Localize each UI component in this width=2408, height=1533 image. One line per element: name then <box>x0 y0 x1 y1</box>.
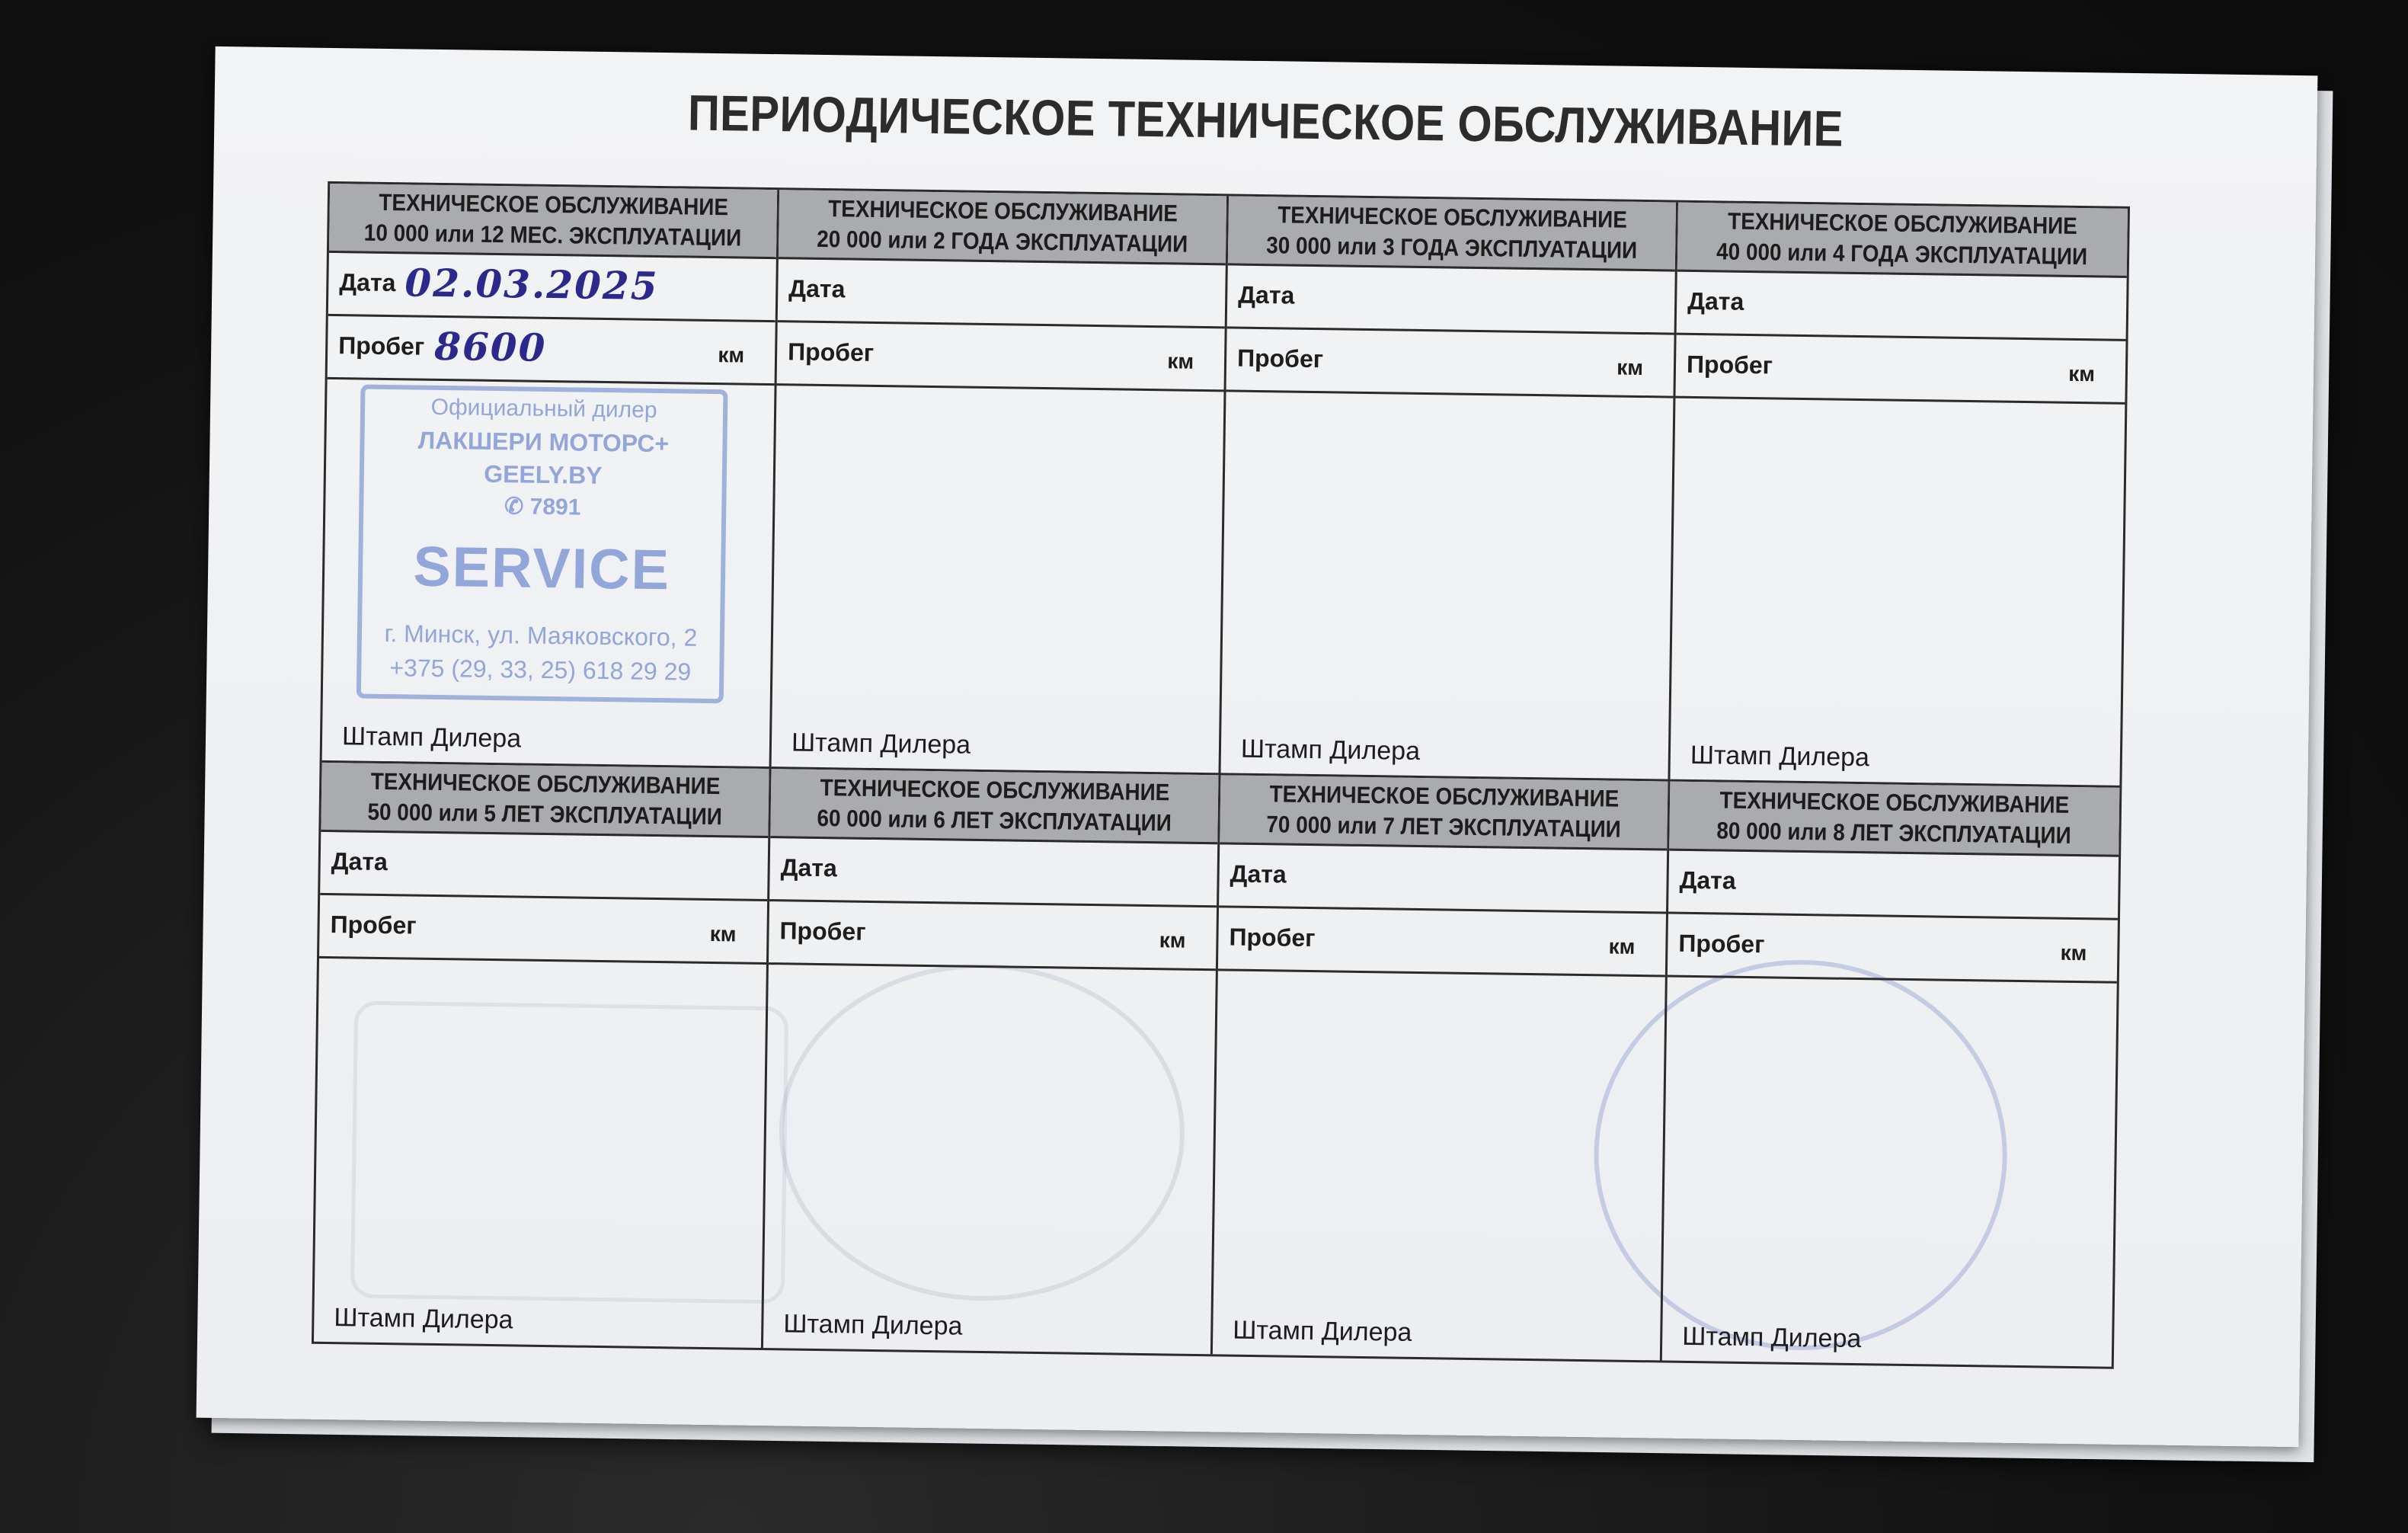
mileage-unit: км <box>1167 349 1194 373</box>
cell-header <box>1220 775 1668 850</box>
stamp-area <box>322 379 775 766</box>
stamp-label: Штамп Дилера <box>1233 1315 1412 1347</box>
stamp-label: Штамп Дилера <box>1240 734 1421 766</box>
mileage-row <box>1668 914 2118 984</box>
stamp-line: Официальный дилер <box>430 394 657 423</box>
cell-header-line2: 40 000 или 4 ГОДА ЭКСПЛУАТАЦИИ <box>1716 238 2088 270</box>
mileage-row <box>319 895 767 965</box>
stamp-label: Штамп Дилера <box>334 1303 513 1335</box>
cell-header <box>1228 196 1676 271</box>
stamp-label: Штамп Дилера <box>783 1309 963 1341</box>
cell-header-line1: ТЕХНИЧЕСКОЕ ОБСЛУЖИВАНИЕ <box>1277 201 1627 233</box>
mileage-unit: км <box>2060 940 2087 965</box>
mileage-label: Пробег <box>337 331 425 360</box>
maintenance-cell <box>1670 203 2128 788</box>
mileage-label: Пробег <box>1686 350 1773 379</box>
cell-header-line2: 50 000 или 5 ЛЕТ ЭКСПЛУАТАЦИИ <box>367 798 723 831</box>
stamp-line: GEELY.BY <box>483 459 603 489</box>
date-row <box>1227 265 1675 334</box>
cell-header <box>1677 203 2128 278</box>
cell-header-line2: 60 000 или 6 ЛЕТ ЭКСПЛУАТАЦИИ <box>817 804 1172 837</box>
date-label: Дата <box>331 847 389 876</box>
stamp-code: 7891 <box>529 494 581 520</box>
cell-header-line2: 20 000 или 2 ГОДА ЭКСПЛУАТАЦИИ <box>817 225 1188 258</box>
date-label: Дата <box>1238 280 1295 309</box>
stamp-area <box>772 386 1224 773</box>
maintenance-cell <box>763 769 1221 1354</box>
mileage-row <box>328 316 775 386</box>
cell-header-line1: ТЕХНИЧЕСКОЕ ОБСЛУЖИВАНИЕ <box>1728 207 2078 239</box>
date-label: Дата <box>780 853 838 882</box>
cell-header <box>329 184 777 259</box>
maintenance-cell <box>772 190 1230 775</box>
date-label: Дата <box>788 274 846 303</box>
dealer-stamp <box>357 385 728 704</box>
mileage-unit: км <box>718 343 745 367</box>
date-row <box>1668 851 2119 920</box>
stamp-label: Штамп Дилера <box>791 728 971 760</box>
stamp-label: Штамп Дилера <box>1681 1321 1862 1354</box>
stamp-area <box>1221 392 1674 779</box>
mileage-label: Пробег <box>1678 929 1765 959</box>
maintenance-cell <box>1220 196 1678 781</box>
mileage-label: Пробег <box>1236 344 1324 373</box>
cell-header <box>770 769 1218 844</box>
cell-header-line1: ТЕХНИЧЕСКОЕ ОБСЛУЖИВАНИЕ <box>1269 780 1620 812</box>
mileage-row <box>1226 328 1674 398</box>
mileage-unit: км <box>1608 934 1636 959</box>
maintenance-grid <box>312 181 2130 1369</box>
date-row <box>320 832 768 901</box>
cell-header-line1: ТЕХНИЧЕСКОЕ ОБСЛУЖИВАНИЕ <box>378 188 728 221</box>
cell-header-line2: 30 000 или 3 ГОДА ЭКСПЛУАТАЦИИ <box>1265 232 1638 264</box>
date-label: Дата <box>1679 866 1736 895</box>
mileage-row <box>769 901 1217 971</box>
cell-header-line1: ТЕХНИЧЕСКОЕ ОБСЛУЖИВАНИЕ <box>370 767 721 800</box>
stamp-area <box>1662 978 2117 1367</box>
stamp-line: +375 (29, 33, 25) 618 29 29 <box>389 654 692 686</box>
mileage-label: Пробег <box>1229 923 1316 952</box>
stamp-label: Штамп Дилера <box>341 722 522 754</box>
cell-header-line2: 80 000 или 8 ЛЕТ ЭКСПЛУАТАЦИИ <box>1716 817 2072 849</box>
date-row <box>1219 844 1667 914</box>
stamp-line: SERVICE <box>412 534 671 602</box>
mileage-unit: км <box>709 921 737 946</box>
stamp-label: Штамп Дилера <box>1690 740 1870 773</box>
cell-header <box>779 190 1226 265</box>
mileage-handwritten: 8600 <box>433 323 547 370</box>
date-row <box>769 838 1217 907</box>
maintenance-cell <box>1662 782 2120 1367</box>
cell-header <box>1669 782 2119 857</box>
stamp-area <box>314 959 766 1348</box>
maintenance-cell <box>314 763 772 1348</box>
date-label: Дата <box>339 268 396 297</box>
cell-header-line1: ТЕХНИЧЕСКОЕ ОБСЛУЖИВАНИЕ <box>820 773 1170 806</box>
mileage-row <box>777 322 1225 392</box>
mileage-row <box>1218 907 1666 977</box>
stamp-area <box>763 965 1216 1354</box>
stamp-line <box>363 491 721 523</box>
maintenance-cell <box>1213 775 1671 1360</box>
service-book-page <box>197 46 2318 1447</box>
date-label: Дата <box>1230 859 1287 888</box>
mileage-unit: км <box>1159 928 1186 952</box>
cell-header-line2: 70 000 или 7 ЛЕТ ЭКСПЛУАТАЦИИ <box>1266 811 1621 843</box>
date-row <box>328 253 776 322</box>
date-row <box>778 259 1226 328</box>
cell-header-line2: 10 000 или 12 МЕС. ЭКСПЛУАТАЦИИ <box>363 219 742 251</box>
page-title: ПЕРИОДИЧЕСКОЕ ТЕХНИЧЕСКОЕ ОБСЛУЖИВАНИЕ <box>687 84 1844 157</box>
cell-header <box>321 763 769 838</box>
date-row <box>1677 272 2127 341</box>
cell-header-line1: ТЕХНИЧЕСКОЕ ОБСЛУЖИВАНИЕ <box>827 195 1178 227</box>
mileage-unit: км <box>2067 361 2096 386</box>
stamp-line: ЛАКШЕРИ МОТОРС+ <box>417 426 670 458</box>
cell-header-line1: ТЕХНИЧЕСКОЕ ОБСЛУЖИВАНИЕ <box>1719 786 2070 818</box>
stamp-area <box>1213 971 1665 1360</box>
mileage-label: Пробег <box>330 911 417 939</box>
date-label: Дата <box>1687 286 1744 315</box>
mileage-unit: км <box>1617 355 1644 380</box>
mileage-row <box>1675 335 2125 405</box>
maintenance-cell <box>322 184 780 769</box>
mileage-label: Пробег <box>779 917 866 946</box>
stamp-area <box>1670 398 2125 786</box>
stamp-line: г. Минск, ул. Маяковского, 2 <box>384 619 698 651</box>
date-handwritten: 02.03.2025 <box>404 260 659 309</box>
phone-icon: ✆ <box>504 494 524 520</box>
mileage-label: Пробег <box>787 338 875 366</box>
